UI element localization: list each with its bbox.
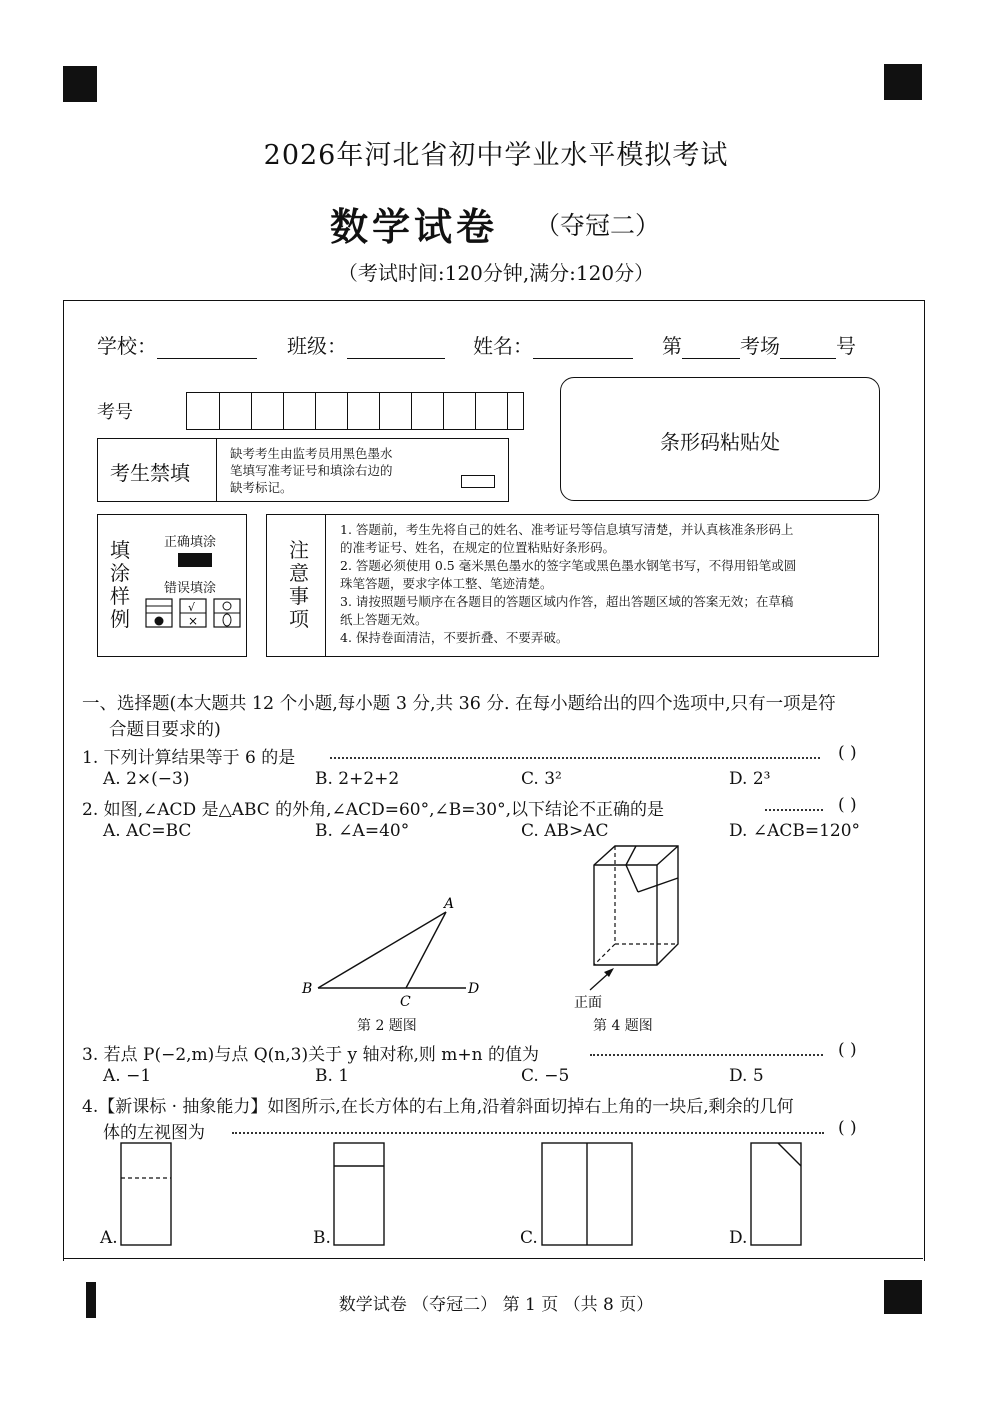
q3-option-b: B. 1 bbox=[315, 1066, 350, 1086]
exam-number-label: 考号 bbox=[97, 402, 133, 423]
front-label: 正面 bbox=[574, 995, 602, 1011]
school-label: 学校： bbox=[97, 334, 157, 358]
subject-title: 数学试卷 bbox=[330, 204, 499, 249]
label-c: C bbox=[400, 994, 411, 1010]
fig2-caption: 第 2 题图 bbox=[357, 1018, 417, 1034]
q1-stem: 1. 下列计算结果等于 6 的是 bbox=[82, 748, 296, 768]
note-line-2: 的准考证号、姓名，在规定的位置粘贴好条形码。 bbox=[340, 540, 616, 555]
room-prefix: 第 bbox=[662, 334, 682, 358]
name-label: 姓名： bbox=[473, 334, 533, 358]
frame-bottom-line bbox=[63, 1258, 923, 1259]
q3-leader bbox=[590, 1054, 823, 1056]
q4-cuboid-figure bbox=[570, 840, 700, 1015]
q3-stem: 3. 若点 P(−2,m)与点 Q(n,3)关于 y 轴对称,则 m+n 的值为 bbox=[82, 1045, 540, 1065]
school-blank[interactable] bbox=[157, 340, 257, 359]
q1-leader bbox=[330, 757, 820, 759]
q1-option-d: D. 2³ bbox=[729, 769, 771, 789]
q4-option-d: D. bbox=[729, 1228, 748, 1248]
forbidden-label: 考生禁填 bbox=[110, 461, 190, 485]
correct-fill-label: 正确填涂 bbox=[164, 535, 217, 550]
seat-blank[interactable] bbox=[780, 340, 836, 359]
q1-option-b: B. 2+2+2 bbox=[315, 769, 400, 789]
q4-stem-cont: 体的左视图为 bbox=[103, 1123, 205, 1143]
note-line-3: 2. 答题必须使用 0.5 毫米黑色墨水的签字笔或黑色墨水钢笔书写，不得用铅笔或圆 bbox=[340, 558, 797, 573]
class-field bbox=[287, 330, 445, 359]
room-suffix: 号 bbox=[836, 334, 856, 358]
fill-example-box bbox=[97, 514, 247, 657]
q2-option-b: B. ∠A=40° bbox=[315, 821, 410, 841]
label-a: A bbox=[444, 896, 455, 912]
q3-option-d: D. 5 bbox=[729, 1066, 764, 1086]
q1-option-c: C. 3² bbox=[521, 769, 562, 789]
registration-mark-top-left bbox=[63, 66, 97, 102]
q1-option-a: A. 2×(−3) bbox=[103, 769, 190, 789]
room-blank[interactable] bbox=[682, 340, 740, 359]
q3-option-c: C. −5 bbox=[521, 1066, 570, 1086]
section1-heading: 一、选择题(本大题共 12 个小题,每小题 3 分,共 36 分. 在每小题给出的四个选项中,只有一项是符 bbox=[82, 694, 836, 714]
wrong-fill-label: 错误填涂 bbox=[164, 581, 217, 596]
q1-answer-paren[interactable]: ( ) bbox=[838, 743, 857, 763]
q4-option-b-view bbox=[333, 1142, 387, 1248]
q2-answer-paren[interactable]: ( ) bbox=[838, 795, 857, 815]
q2-option-a: A. AC=BC bbox=[103, 821, 192, 841]
q4-stem: 4.【新课标 · 抽象能力】如图所示,在长方体的右上角,沿着斜面切掉右上角的一块后,剩余的几何 bbox=[82, 1097, 794, 1117]
q4-option-c: C. bbox=[520, 1228, 538, 1248]
exam-info: （考试时间:120分钟,满分:120分） bbox=[337, 261, 655, 285]
label-d: D bbox=[468, 981, 480, 997]
q4-option-a: A. bbox=[100, 1228, 118, 1248]
label-b: B bbox=[302, 981, 313, 997]
q2-option-d: D. ∠ACB=120° bbox=[729, 821, 861, 841]
exam-title: 2026年河北省初中学业水平模拟考试 bbox=[263, 140, 729, 171]
note-line-6: 纸上答题无效。 bbox=[340, 612, 428, 627]
q2-option-c: C. AB>AC bbox=[521, 821, 609, 841]
q4-option-c-view bbox=[541, 1142, 635, 1248]
q4-leader bbox=[232, 1132, 824, 1134]
edition-label: （夺冠二） bbox=[535, 211, 661, 240]
q3-option-a: A. −1 bbox=[103, 1066, 152, 1086]
forbidden-box bbox=[97, 438, 509, 502]
class-label: 班级： bbox=[287, 334, 347, 358]
notes-label: 注 意 事 项 bbox=[289, 538, 309, 631]
wrong-fill-marks bbox=[144, 597, 244, 631]
name-blank[interactable] bbox=[533, 340, 633, 359]
exam-number-boxes[interactable] bbox=[186, 392, 524, 430]
svg-text:√: √ bbox=[188, 601, 196, 614]
room-mid: 考场 bbox=[740, 334, 780, 358]
forbidden-text: 缺考考生由监考员用黑色墨水 笔填写准考证号和填涂右边的 缺考标记。 bbox=[230, 446, 393, 495]
note-line-1: 1. 答题前，考生先将自己的姓名、准考证号等信息填写清楚，并认真核准条形码上 bbox=[340, 522, 794, 537]
name-field bbox=[473, 330, 633, 359]
q4-answer-paren[interactable]: ( ) bbox=[838, 1118, 857, 1138]
q2-leader bbox=[765, 809, 823, 811]
barcode-area bbox=[560, 377, 880, 501]
room-field bbox=[662, 330, 856, 359]
q4-option-b: B. bbox=[313, 1228, 331, 1248]
section1-heading-cont: 合题目要求的) bbox=[109, 720, 221, 740]
note-line-7: 4. 保持卷面清洁，不要折叠、不要弄破。 bbox=[340, 630, 569, 645]
fig4-caption: 第 4 题图 bbox=[593, 1018, 653, 1034]
q3-answer-paren[interactable]: ( ) bbox=[838, 1040, 857, 1060]
q2-triangle-figure bbox=[296, 890, 496, 1010]
q2-stem: 2. 如图,∠ACD 是△ABC 的外角,∠ACD=60°,∠B=30°,以下结论不正确的是 bbox=[82, 800, 665, 820]
svg-text:×: × bbox=[188, 614, 199, 628]
correct-fill-mark bbox=[178, 553, 212, 567]
absent-mark-box[interactable] bbox=[461, 475, 495, 488]
q4-option-a-view bbox=[120, 1142, 174, 1248]
class-blank[interactable] bbox=[347, 340, 445, 359]
q4-option-d-view bbox=[750, 1142, 804, 1248]
note-line-4: 珠笔答题，要求字体工整、笔迹清楚。 bbox=[340, 576, 553, 591]
school-field bbox=[97, 330, 257, 359]
page-footer: 数学试卷 （夺冠二） 第 1 页 （共 8 页） bbox=[338, 1295, 654, 1315]
fill-example-label: 填 涂 样 例 bbox=[110, 538, 130, 631]
barcode-label: 条形码粘贴处 bbox=[660, 430, 780, 454]
registration-mark-top-right bbox=[884, 64, 922, 100]
note-line-5: 3. 请按照题号顺序在各题目的答题区域内作答，超出答题区域的答案无效；在草稿 bbox=[340, 594, 794, 609]
